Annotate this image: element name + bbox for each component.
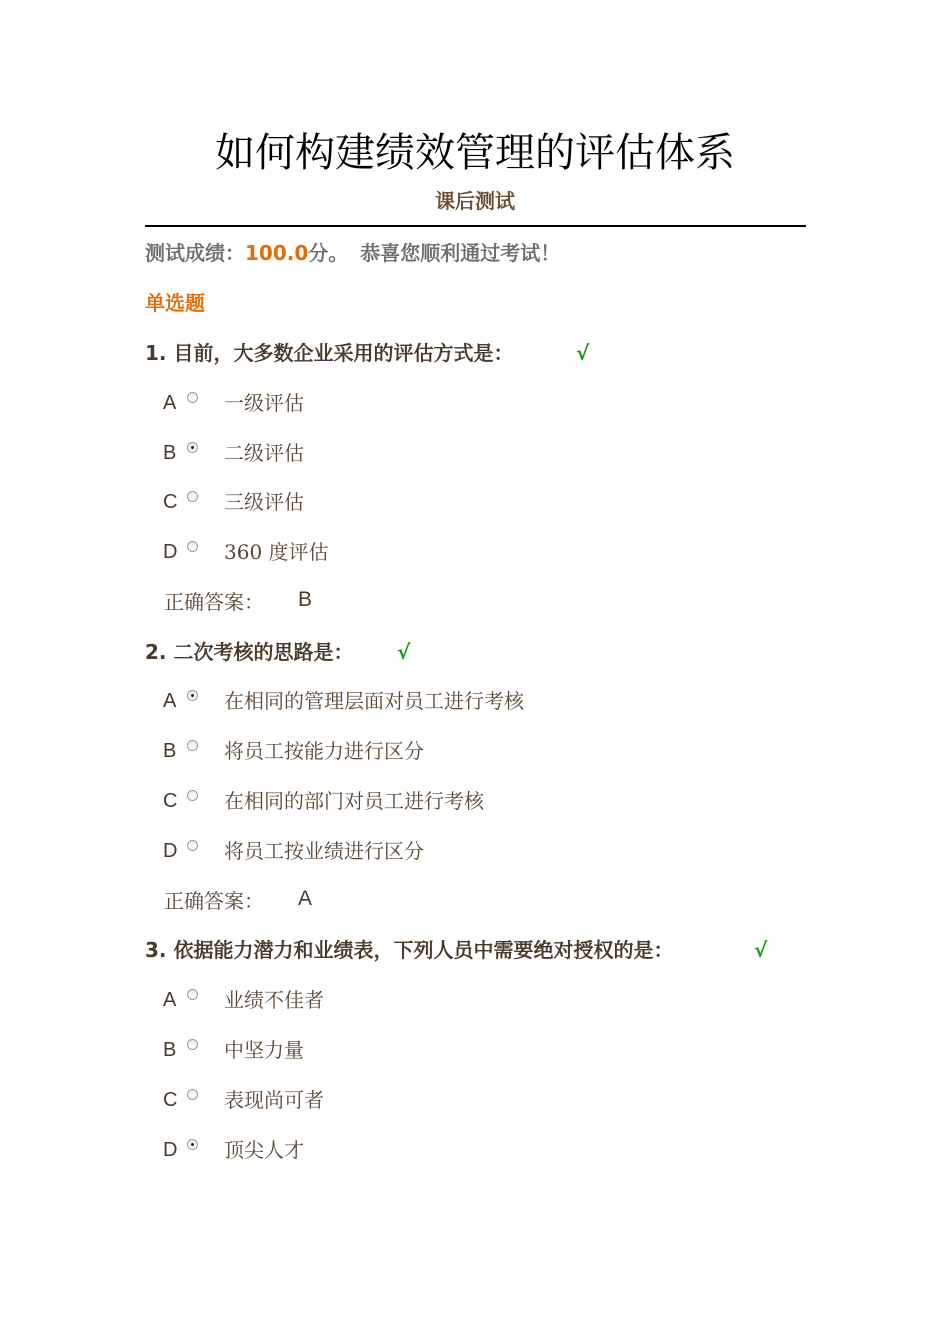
option-text: 三级评估 — [224, 490, 304, 514]
option-text: 在相同的部门对员工进行考核 — [224, 789, 484, 813]
radio-selected-icon[interactable] — [187, 690, 198, 701]
radio-icon[interactable] — [187, 541, 198, 552]
radio-icon[interactable] — [187, 790, 198, 801]
question-3-text: 3. 依据能力潜力和业绩表，下列人员中需要绝对授权的是： — [145, 938, 674, 962]
section-title-single-choice: 单选题 — [145, 291, 205, 315]
option-letter: A — [163, 989, 177, 1011]
option-letter: D — [163, 541, 178, 563]
radio-selected-icon[interactable] — [187, 442, 198, 453]
option-letter: B — [163, 1039, 177, 1061]
radio-icon[interactable] — [187, 840, 198, 851]
title-divider — [145, 225, 806, 227]
option-letter: B — [163, 740, 177, 762]
option-text: 一级评估 — [224, 391, 304, 415]
answer-label: 正确答案： — [164, 889, 264, 913]
question-2-text: 2. 二次考核的思路是： — [145, 640, 354, 664]
page-title: 如何构建绩效管理的评估体系 — [215, 130, 735, 176]
answer-value: B — [298, 588, 313, 611]
radio-icon[interactable] — [187, 740, 198, 751]
radio-icon[interactable] — [187, 1039, 198, 1050]
radio-icon[interactable] — [187, 1089, 198, 1100]
score-summary — [145, 239, 560, 267]
option-letter: C — [163, 491, 178, 513]
radio-selected-icon[interactable] — [187, 1139, 198, 1150]
page-subtitle: 课后测试 — [435, 189, 515, 213]
radio-icon[interactable] — [187, 491, 198, 502]
option-text: 顶尖人才 — [224, 1138, 304, 1162]
option-text: 在相同的管理层面对员工进行考核 — [224, 689, 524, 713]
question-1-text: 1. 目前，大多数企业采用的评估方式是： — [145, 341, 514, 365]
option-letter: C — [163, 1089, 178, 1111]
option-letter: C — [163, 790, 178, 812]
option-letter: A — [163, 392, 177, 414]
radio-icon[interactable] — [187, 989, 198, 1000]
option-text: 表现尚可者 — [224, 1088, 324, 1112]
pass-message: 恭喜您顺利通过考试！ — [360, 241, 561, 265]
option-letter: A — [163, 690, 177, 712]
option-text: 将员工按能力进行区分 — [224, 739, 424, 763]
correct-check-icon: √ — [754, 938, 768, 962]
correct-check-icon: √ — [576, 341, 590, 365]
score-value: 100.0 — [245, 241, 309, 265]
option-letter: D — [163, 1139, 178, 1161]
radio-icon[interactable] — [187, 392, 198, 403]
option-text: 将员工按业绩进行区分 — [224, 839, 424, 863]
answer-label: 正确答案： — [164, 590, 264, 614]
option-text: 业绩不佳者 — [224, 988, 324, 1012]
option-letter: D — [163, 840, 178, 862]
option-text: 中坚力量 — [224, 1038, 304, 1062]
option-text: 二级评估 — [224, 441, 304, 465]
answer-value: A — [298, 887, 313, 910]
score-label: 测试成绩： — [145, 241, 245, 265]
option-text: 360 度评估 — [224, 540, 329, 564]
correct-check-icon: √ — [397, 640, 411, 664]
score-unit: 分。 — [308, 241, 349, 265]
option-letter: B — [163, 442, 177, 464]
